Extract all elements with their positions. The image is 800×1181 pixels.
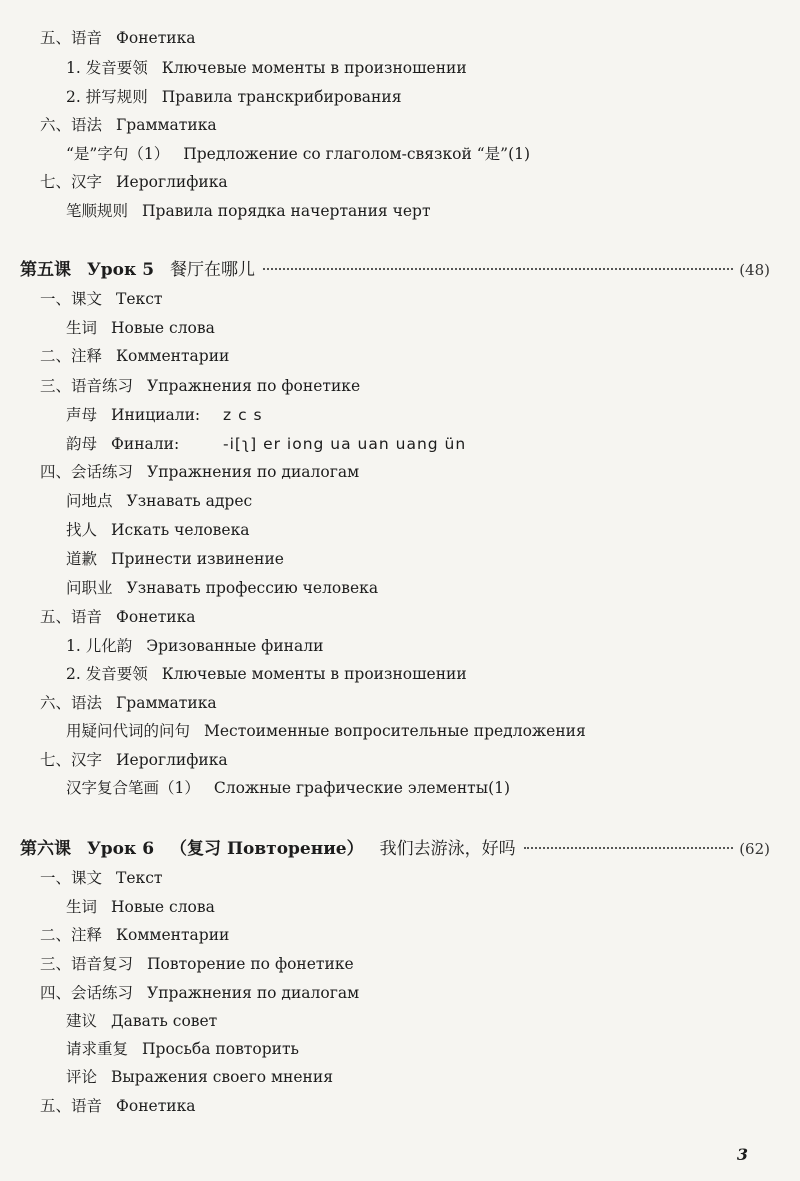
- toc-entry: 找人 Искать человека: [66, 521, 250, 539]
- toc-entry: 二、注释 Комментарии: [40, 347, 230, 365]
- leader-dots: [263, 268, 733, 270]
- toc-entry: 1. 儿化韵 Эризованные финали: [66, 637, 324, 655]
- toc-entry: 生词 Новые слова: [66, 898, 215, 916]
- lesson-5-heading[interactable]: 第五课 Урок 5 餐厅在哪儿 (48): [20, 260, 770, 280]
- toc-entry: 五、语音 Фонетика: [40, 29, 196, 47]
- toc-entry: 声母 Инициали: z c s: [66, 406, 263, 424]
- toc-entry: 评论 Выражения своего мнения: [66, 1068, 333, 1086]
- toc-entry: 一、课文 Текст: [40, 869, 163, 887]
- toc-entry: 三、语音练习 Упражнения по фонетике: [40, 377, 361, 395]
- toc-entry: 笔顺规则 Правила порядка начертания черт: [66, 202, 431, 220]
- leader-dots: [524, 847, 734, 849]
- toc-entry: 韵母 Финали: -i[ʅ] er iong ua uan uang ün: [66, 435, 467, 453]
- toc-entry: 六、语法 Грамматика: [40, 694, 217, 712]
- folio-page-number: 3: [736, 1145, 748, 1164]
- toc-entry: 问职业 Узнавать профессию человека: [66, 579, 379, 597]
- toc-entry: 汉字复合笔画（1） Сложные графические элементы(1): [66, 779, 511, 797]
- toc-entry: 2. 拼写规则 Правила транскрибирования: [66, 88, 402, 106]
- toc-entry: 一、课文 Текст: [40, 290, 163, 308]
- page-number: (62): [739, 840, 770, 858]
- toc-entry: 七、汉字 Иероглифика: [40, 173, 228, 191]
- toc-entry: 2. 发音要领 Ключевые моменты в произношении: [66, 665, 467, 683]
- toc-entry: 七、汉字 Иероглифика: [40, 751, 228, 769]
- toc-entry: 建议 Давать совет: [66, 1012, 218, 1030]
- toc-entry: 六、语法 Грамматика: [40, 116, 217, 134]
- toc-entry: 请求重复 Просьба повторить: [66, 1040, 299, 1058]
- toc-entry: 生词 Новые слова: [66, 319, 215, 337]
- toc-entry: 五、语音 Фонетика: [40, 1097, 196, 1115]
- lesson-6-heading[interactable]: 第六课 Урок 6 （复习 Повторение） 我们去游泳，好吗 (62): [20, 839, 770, 859]
- toc-entry: 五、语音 Фонетика: [40, 608, 196, 626]
- toc-entry: “是”字句（1） Предложение со глаголом-связкой “是”(1): [66, 145, 531, 163]
- toc-entry: 二、注释 Комментарии: [40, 926, 230, 944]
- toc-entry: 1. 发音要领 Ключевые моменты в произношении: [66, 59, 467, 77]
- toc-entry: 用疑问代词的问句 Местоименные вопросительные предложения: [66, 722, 586, 740]
- page-number: (48): [739, 261, 770, 279]
- toc-entry: 问地点 Узнавать адрес: [66, 492, 253, 510]
- toc-entry: 四、会话练习 Упражнения по диалогам: [40, 463, 360, 481]
- toc-entry: 道歉 Принести извинение: [66, 550, 284, 568]
- toc-entry: 三、语音复习 Повторение по фонетике: [40, 955, 354, 973]
- toc-entry: 四、会话练习 Упражнения по диалогам: [40, 984, 360, 1002]
